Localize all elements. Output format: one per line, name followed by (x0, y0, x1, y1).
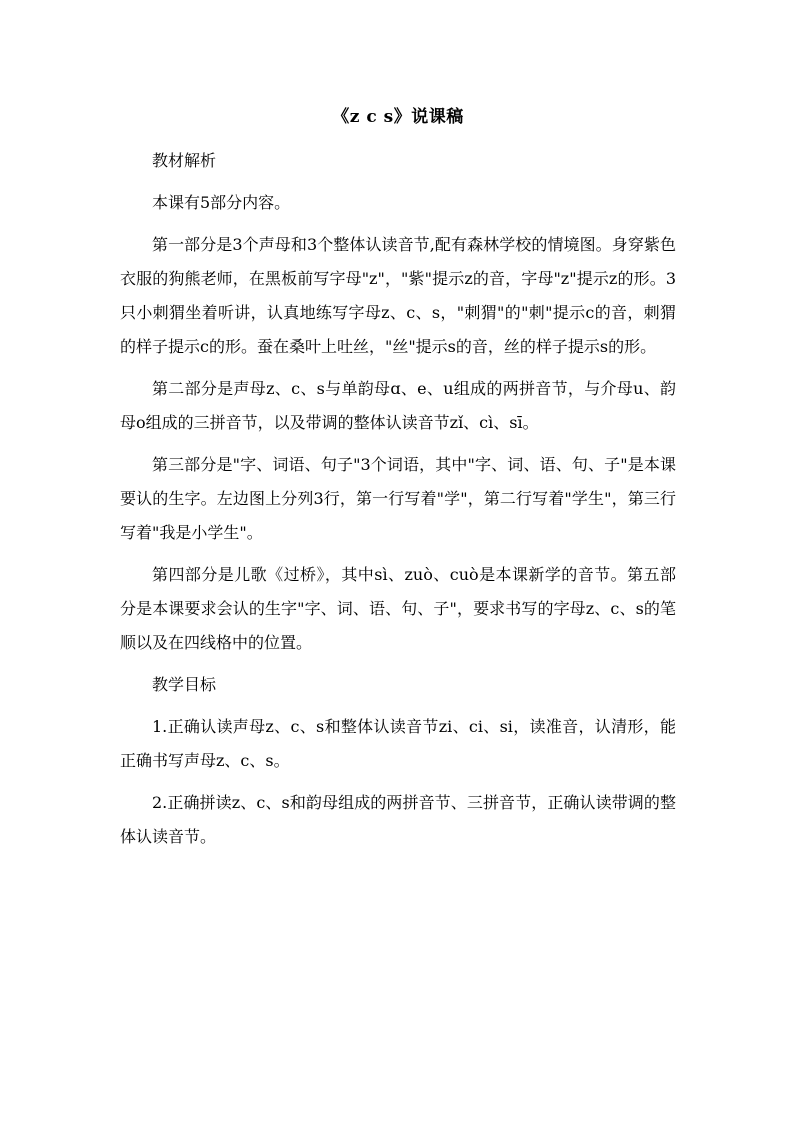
paragraph: 第二部分是声母z、c、s与单韵母ɑ、e、u组成的两拼音节，与介母u、韵母o组成的三拼音节，以及带调的整体认读音节zǐ、cì、sī。 (120, 379, 676, 432)
section-heading-analysis: 教材解析 (152, 151, 217, 170)
paragraph: 本课有5部分内容。 (152, 193, 291, 212)
section-heading-objectives: 教学目标 (152, 675, 217, 694)
paragraph: 2.正确拼读z、c、s和韵母组成的两拼音节、三拼音节，正确认读带调的整体认读音节。 (120, 793, 676, 846)
paragraph: 1.正确认读声母z、c、s和整体认读音节zi、ci、si，读准音，认清形，能正确书写声母z、c、s。 (120, 717, 676, 770)
document-title: 《z c s》说课稿 (332, 107, 464, 127)
paragraph: 第四部分是儿歌《过桥》，其中sì、zuò、cuò是本课新学的音节。第五部分是本课要求会认的生字"字、词、语、句、子"，要求书写的字母z、c、s的笔顺以及在四线格中的位置。 (120, 565, 676, 652)
paragraph: 第一部分是3个声母和3个整体认读音节,配有森林学校的情境图。身穿紫色衣服的狗熊老师，在黑板前写字母"z"，"紫"提示z的音，字母"z"提示z的形。3只小刺猬坐着听讲，认真地练写字母z、c、s，"刺猬"的"刺"提示c的音，刺猬的样子提示c的形。蚕在桑叶上吐丝，"丝"提示s的音，丝的样子提示s的形。 (120, 235, 676, 356)
document-page (120, 102, 676, 862)
paragraph: 第三部分是"字、词语、句子"3个词语，其中"字、词、语、句、子"是本课要认的生字。左边图上分列3行，第一行写着"学"，第二行写着"学生"，第三行写着"我是小学生"。 (120, 455, 676, 542)
